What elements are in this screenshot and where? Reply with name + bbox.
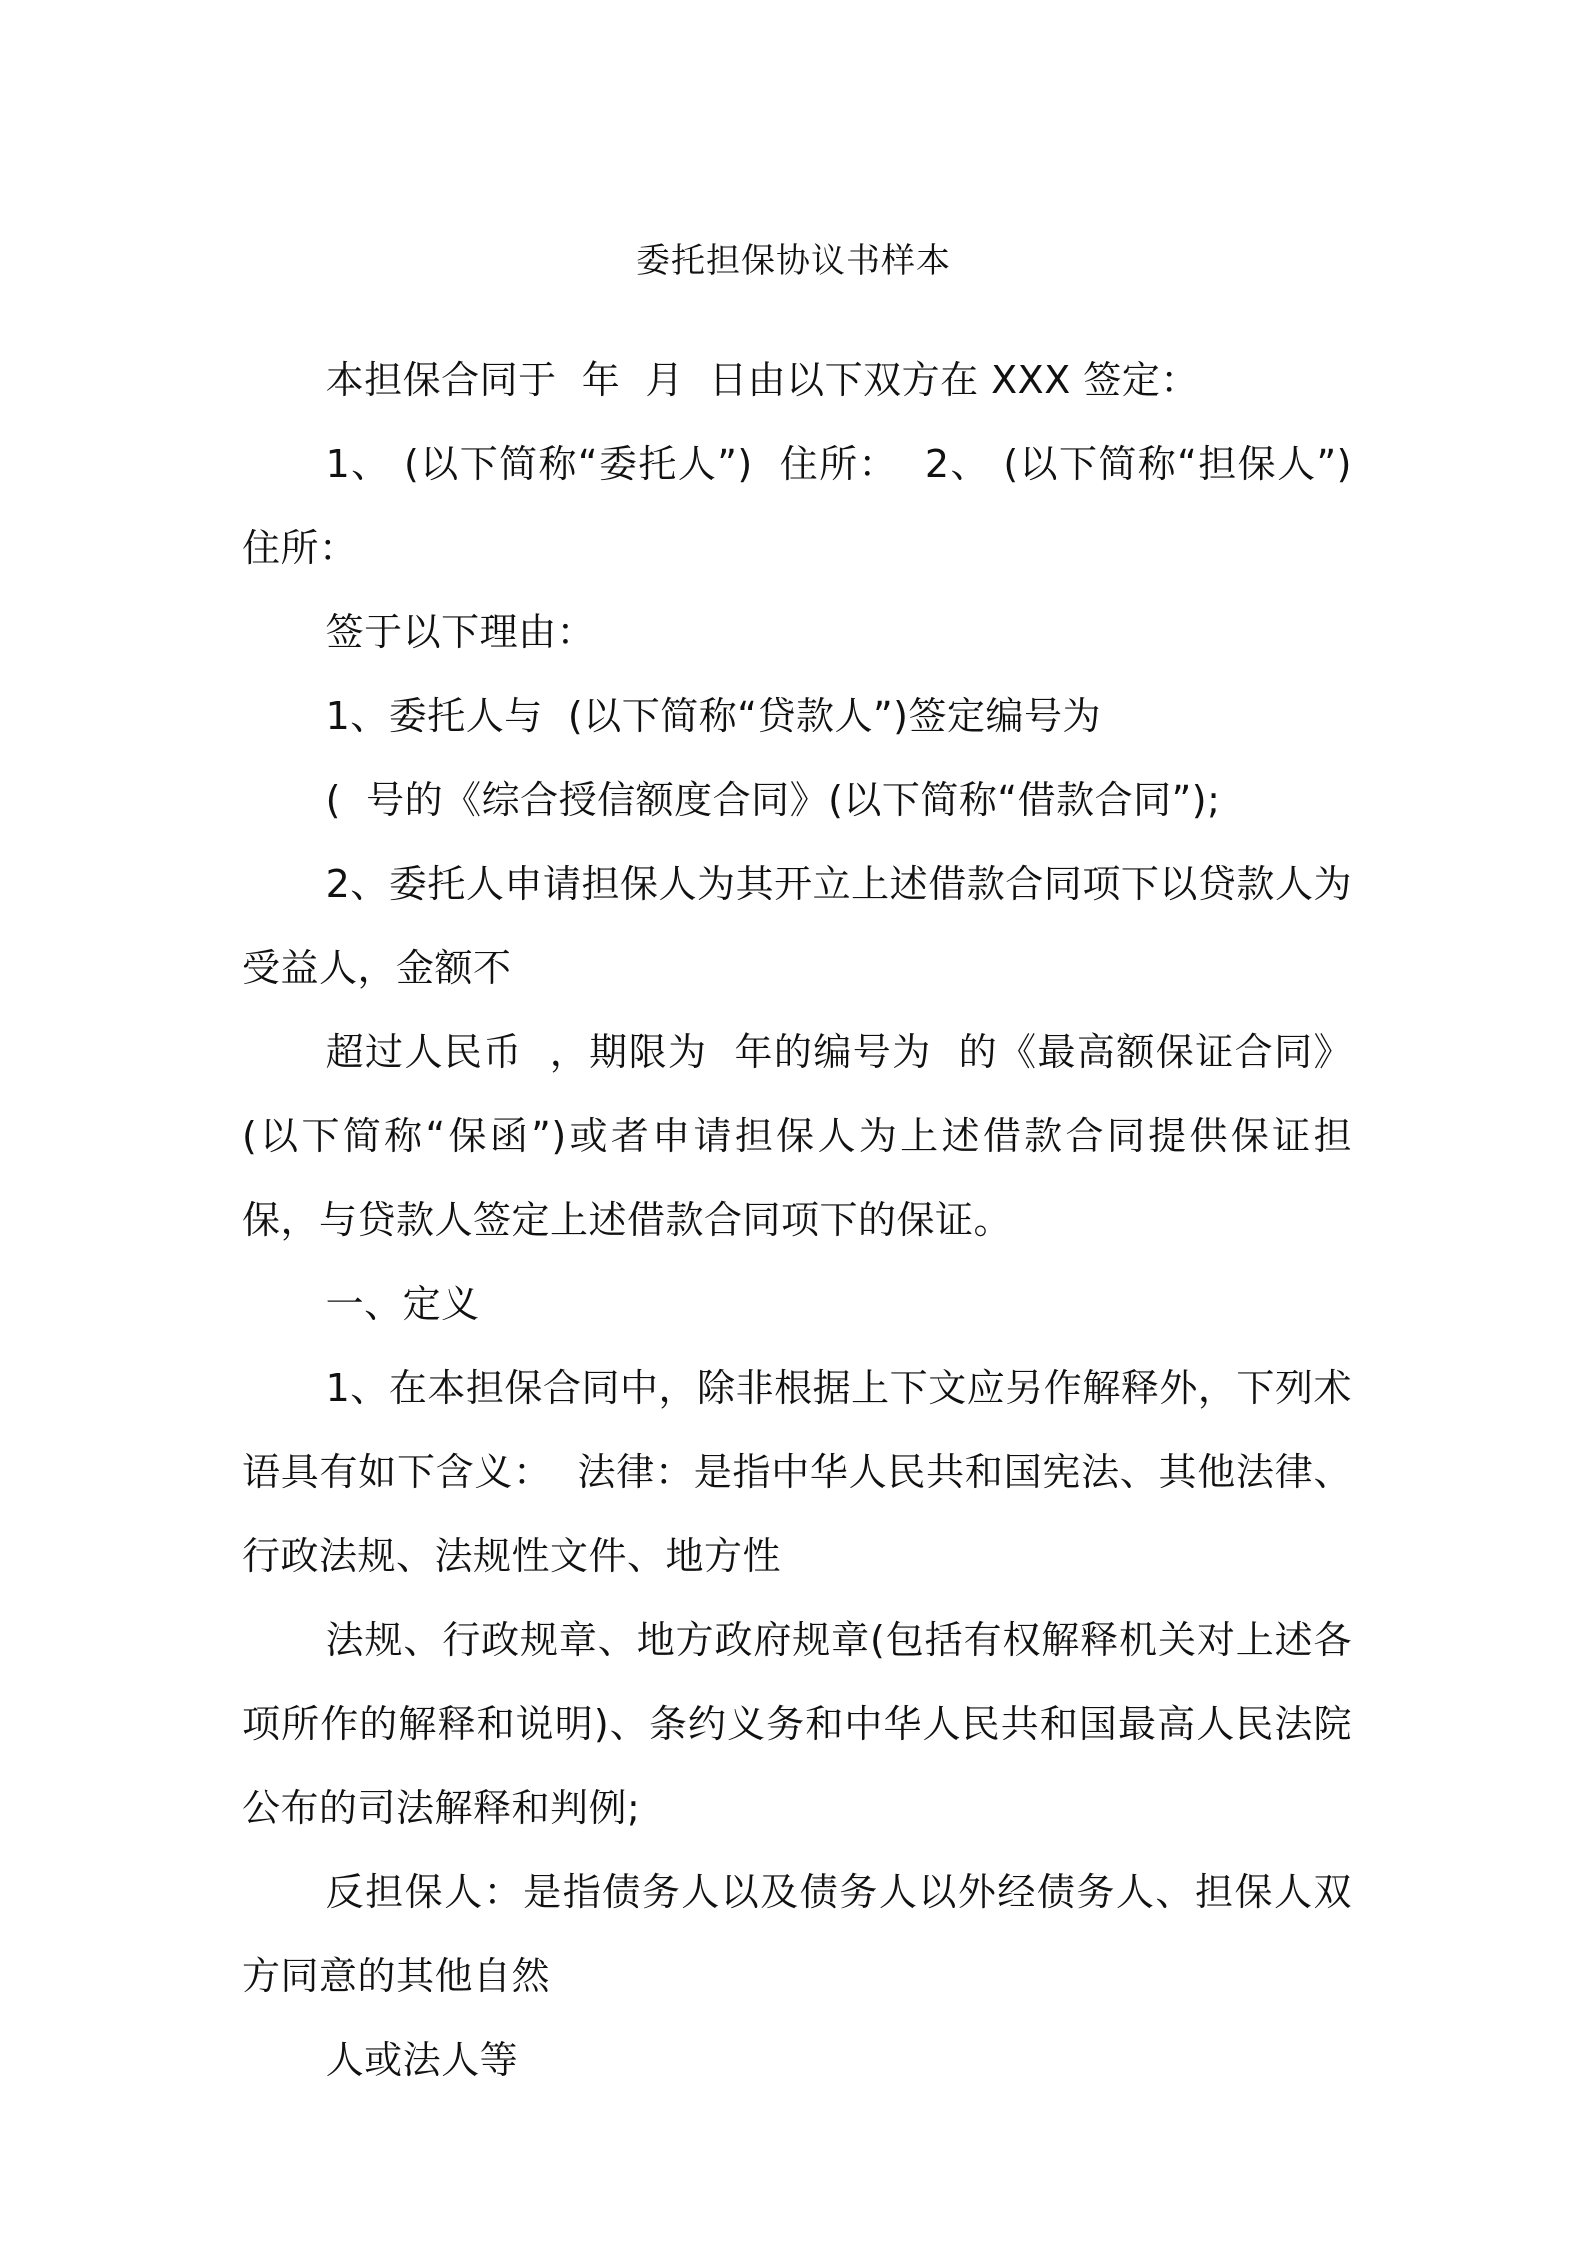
paragraph-reason-1: 1、委托人与 (以下简称“贷款人”)签定编号为	[325, 694, 1101, 738]
paragraph-definition-law-cont: 法规、行政规章、地方政府规章(包括有权解释机关对上述各项所作的解释和说明)、条约义务和中华人民共和国最高人民法院公布的司法解释和判例;	[242, 1618, 1352, 1830]
paragraph-signing-info: 本担保合同于 年 月 日由以下双方在 XXX 签定：	[325, 358, 1199, 402]
section-heading-definitions: 一、定义	[325, 1282, 480, 1326]
paragraph-definition-counter-guarantor: 反担保人：是指债务人以及债务人以外经债务人、担保人双方同意的其他自然	[242, 1870, 1352, 1998]
paragraph-reason-1-contract: ( 号的《综合授信额度合同》(以下简称“借款合同”);	[325, 778, 1221, 822]
paragraph-definition-law: 1、在本担保合同中，除非根据上下文应另作解释外，下列术语具有如下含义： 法律：是指中华人民共和国宪法、其他法律、行政法规、法规性文件、地方性	[242, 1366, 1352, 1578]
paragraph-parties: 1、 (以下简称“委托人”) 住所： 2、 (以下简称“担保人”) 住所：	[242, 442, 1378, 570]
document-body	[242, 338, 1378, 2102]
paragraph-reason-2: 2、委托人申请担保人为其开立上述借款合同项下以贷款人为受益人，金额不	[242, 862, 1352, 990]
paragraph-reason-2-amount: 超过人民币 ，期限为 年的编号为 的《最高额保证合同》(以下简称“保函”)或者申请担保人为上述借款合同提供保证担保，与贷款人签定上述借款合同项下的保证。	[242, 1030, 1352, 1242]
paragraph-definition-counter-guarantor-cont: 人或法人等	[325, 2038, 519, 2082]
document-title: 委托担保协议书样本	[636, 241, 951, 281]
paragraph-reasons-heading: 签于以下理由：	[325, 610, 596, 654]
